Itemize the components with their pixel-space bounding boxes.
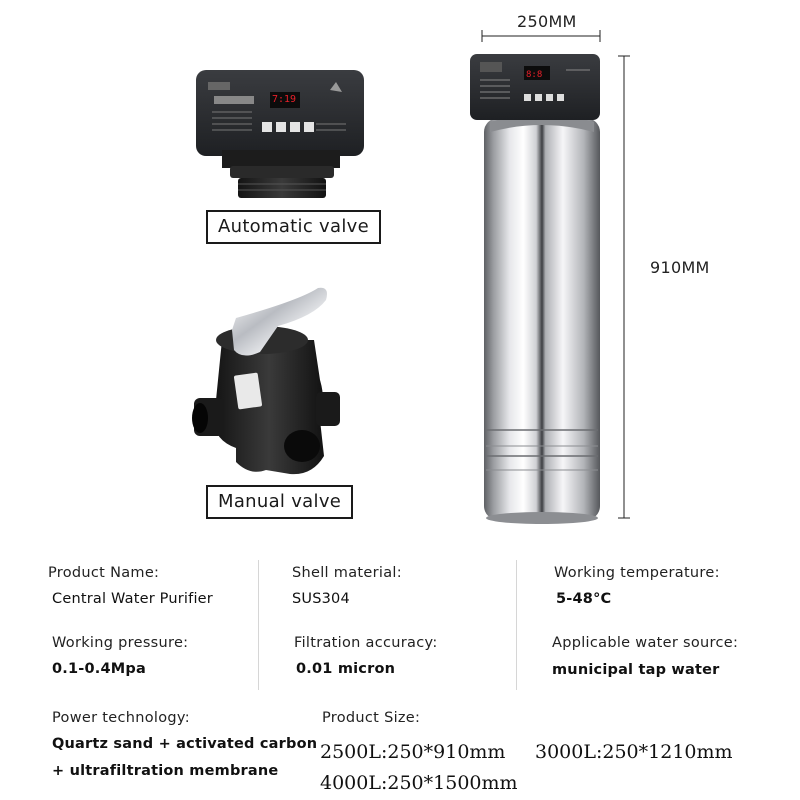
automatic-valve-image	[196, 70, 364, 198]
tank-controller	[470, 54, 600, 120]
power-technology-label: Power technology:	[52, 710, 190, 726]
working-temperature-label: Working temperature:	[554, 565, 720, 581]
working-pressure-label: Working pressure:	[52, 635, 189, 651]
manual-valve-label: Manual valve	[206, 485, 353, 519]
manual-valve-image	[192, 288, 340, 474]
product-size-3000l: 3000L:250*1210mm	[535, 741, 733, 763]
height-dimension-line	[618, 56, 630, 518]
working-temperature-value: 5-48°C	[556, 591, 612, 607]
shell-material-value: SUS304	[292, 591, 350, 607]
filtration-accuracy-label: Filtration accuracy:	[294, 635, 438, 651]
spec-divider-2	[516, 560, 517, 690]
spec-divider-1	[258, 560, 259, 690]
filtration-accuracy-value: 0.01 micron	[296, 661, 396, 677]
automatic-valve-label: Automatic valve	[206, 210, 381, 244]
water-source-label: Applicable water source:	[552, 635, 739, 651]
product-size-4000l: 4000L:250*1500mm	[320, 772, 518, 794]
svg-text:8:8: 8:8	[526, 70, 543, 80]
shell-material-label: Shell material:	[292, 565, 402, 581]
working-pressure-value: 0.1-0.4Mpa	[52, 661, 146, 677]
purifier-tank	[484, 114, 600, 524]
water-source-value: municipal tap water	[552, 662, 720, 678]
product-size-2500l: 2500L:250*910mm	[320, 741, 506, 763]
height-dimension-label: 910MM	[650, 258, 710, 277]
product-size-label: Product Size:	[322, 710, 421, 726]
width-dimension-label: 250MM	[517, 12, 577, 31]
controller-display: 7:19	[272, 94, 297, 105]
product-name-value: Central Water Purifier	[52, 591, 213, 607]
width-dimension-line	[482, 30, 600, 42]
product-name-label: Product Name:	[48, 565, 160, 581]
power-technology-value-line1: Quartz sand + activated carbon	[52, 736, 318, 752]
power-technology-value-line2: + ultrafiltration membrane	[52, 763, 279, 779]
